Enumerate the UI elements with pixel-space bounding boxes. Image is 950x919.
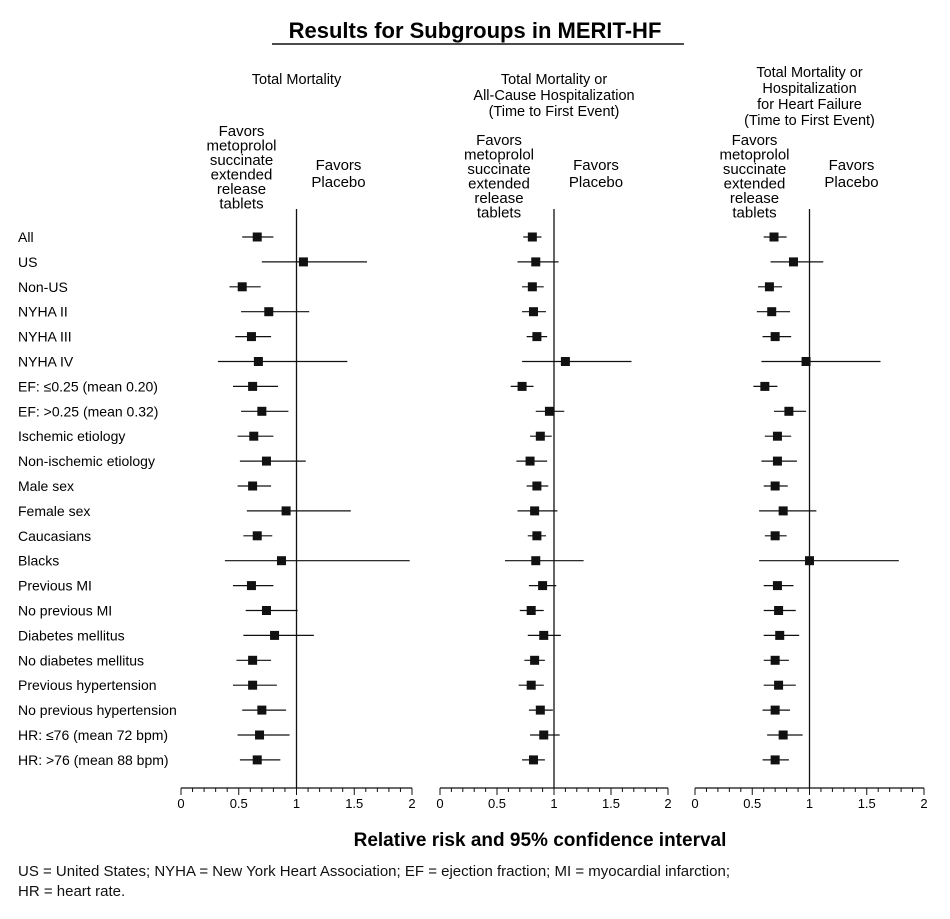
favors-metoprolol-label: metoprolol <box>206 137 277 155</box>
row-label: No diabetes mellitus <box>18 652 145 669</box>
point-estimate-marker <box>779 731 788 740</box>
row-label: EF: >0.25 (mean 0.32) <box>18 403 159 420</box>
row-label: HR: ≤76 (mean 72 bpm) <box>18 727 169 743</box>
point-estimate-marker <box>254 357 263 366</box>
point-estimate-marker <box>545 407 554 416</box>
chart-title: Results for Subgroups in MERIT-HF <box>288 18 662 43</box>
point-estimate-marker <box>765 282 774 291</box>
point-estimate-marker <box>530 656 539 665</box>
point-estimate-marker <box>518 382 527 391</box>
x-tick-label: 0 <box>177 796 185 811</box>
point-estimate-marker <box>238 282 247 291</box>
row-label: NYHA II <box>18 303 68 320</box>
point-estimate-marker <box>253 531 262 540</box>
favors-metoprolol-label: succinate <box>209 152 274 169</box>
x-axis-label: Relative risk and 95% confidence interval <box>353 830 727 851</box>
favors-metoprolol-label: extended <box>468 175 530 193</box>
point-estimate-marker <box>805 556 814 565</box>
point-estimate-marker <box>774 606 783 615</box>
row-label: Non-US <box>18 278 68 295</box>
point-estimate-marker <box>253 233 262 242</box>
point-estimate-marker <box>774 681 783 690</box>
point-estimate-marker <box>773 457 782 466</box>
footnote <box>18 862 918 902</box>
x-tick-label: 0 <box>436 796 444 811</box>
point-estimate-marker <box>767 307 776 316</box>
point-estimate-marker <box>270 631 279 640</box>
row-label: US <box>18 253 38 270</box>
row-label: EF: ≤0.25 (mean 0.20) <box>18 378 158 395</box>
point-estimate-marker <box>775 631 784 640</box>
point-estimate-marker <box>530 506 539 515</box>
row-label: Blacks <box>18 552 60 569</box>
favors-placebo-label: Favors <box>828 157 875 174</box>
point-estimate-marker <box>770 233 779 242</box>
row-label: Previous hypertension <box>18 677 157 694</box>
x-tick-label: 0.5 <box>229 796 248 811</box>
point-estimate-marker <box>536 706 545 715</box>
row-label: Female sex <box>18 502 91 519</box>
panel-title-line: All-Cause Hospitalization <box>473 88 635 104</box>
row-label: NYHA IV <box>18 353 74 370</box>
favors-metoprolol-label: metoprolol <box>719 146 790 164</box>
point-estimate-marker <box>527 681 536 690</box>
row-label: No previous MI <box>18 602 113 619</box>
panel-title-line: for Heart Failure <box>757 97 862 113</box>
point-estimate-marker <box>264 307 273 316</box>
point-estimate-marker <box>248 382 257 391</box>
favors-metoprolol-label: extended <box>723 175 786 193</box>
favors-metoprolol-label: Favors <box>218 123 265 140</box>
panel-2 <box>436 72 671 811</box>
x-tick-label: 1 <box>805 796 814 811</box>
row-label: Male sex <box>18 478 75 494</box>
favors-metoprolol-label: succinate <box>722 161 787 178</box>
row-label: HR: >76 (mean 88 bpm) <box>18 751 169 768</box>
favors-metoprolol-label: metoprolol <box>463 146 535 164</box>
point-estimate-marker <box>253 755 262 764</box>
favors-placebo-label: Favors <box>315 157 362 174</box>
x-tick-label: 1.5 <box>857 796 876 811</box>
x-tick-label: 0.5 <box>487 796 507 811</box>
x-tick-label: 1.5 <box>345 796 364 811</box>
panel-title-line: Total Mortality <box>251 72 342 88</box>
panel-title-line: Hospitalization <box>762 81 857 97</box>
point-estimate-marker <box>771 706 780 715</box>
row-label: Previous MI <box>18 577 92 594</box>
point-estimate-marker <box>532 531 541 540</box>
panel-3 <box>691 65 927 811</box>
x-tick-label: 2 <box>920 796 928 811</box>
footnote-line-2: HR = heart rate. <box>18 883 126 900</box>
point-estimate-marker <box>248 656 257 665</box>
panel-title-line: Total Mortality or <box>500 72 608 88</box>
row-label: NYHA III <box>18 328 72 345</box>
favors-metoprolol-label: tablets <box>732 204 777 222</box>
point-estimate-marker <box>527 606 536 615</box>
point-estimate-marker <box>255 731 264 740</box>
point-estimate-marker <box>257 706 266 715</box>
favors-metoprolol-label: release <box>474 190 524 207</box>
point-estimate-marker <box>531 556 540 565</box>
row-label: Caucasians <box>18 527 92 544</box>
point-estimate-marker <box>771 482 780 491</box>
row-label: No previous hypertension <box>18 702 177 719</box>
row-label: Non-ischemic etiology <box>18 453 155 470</box>
x-tick-label: 2 <box>664 796 672 811</box>
point-estimate-marker <box>538 581 547 590</box>
point-estimate-marker <box>771 332 780 341</box>
panel-title-line: (Time to First Event) <box>744 113 875 129</box>
point-estimate-marker <box>262 606 271 615</box>
point-estimate-marker <box>531 257 540 266</box>
point-estimate-marker <box>529 755 538 764</box>
point-estimate-marker <box>526 457 535 466</box>
point-estimate-marker <box>282 506 291 515</box>
point-estimate-marker <box>789 257 798 266</box>
favors-placebo-label: Placebo <box>824 174 879 191</box>
favors-placebo-label: Placebo <box>568 174 624 191</box>
x-tick-label: 0 <box>691 796 699 811</box>
favors-metoprolol-label: release <box>216 181 267 198</box>
panel-1 <box>177 72 415 811</box>
x-tick-label: 1 <box>550 796 558 811</box>
point-estimate-marker <box>528 282 537 291</box>
favors-metoprolol-label: succinate <box>467 161 531 178</box>
point-estimate-marker <box>760 382 769 391</box>
panel-title-line: Total Mortality or <box>756 65 863 81</box>
point-estimate-marker <box>532 482 541 491</box>
favors-metoprolol-label: release <box>729 190 780 207</box>
point-estimate-marker <box>247 581 256 590</box>
row-label: Ischemic etiology <box>18 428 126 445</box>
point-estimate-marker <box>257 407 266 416</box>
favors-metoprolol-label: Favors <box>731 132 778 149</box>
point-estimate-marker <box>528 233 537 242</box>
favors-placebo-label: Placebo <box>311 174 366 191</box>
panel-title-line: (Time to First Event) <box>488 104 620 120</box>
point-estimate-marker <box>771 656 780 665</box>
x-tick-label: 1 <box>292 796 301 811</box>
point-estimate-marker <box>539 731 548 740</box>
point-estimate-marker <box>561 357 570 366</box>
point-estimate-marker <box>779 506 788 515</box>
x-tick-label: 2 <box>408 796 416 811</box>
favors-metoprolol-label: tablets <box>476 204 522 222</box>
point-estimate-marker <box>771 531 780 540</box>
x-tick-label: 1.5 <box>601 796 621 811</box>
point-estimate-marker <box>802 357 811 366</box>
point-estimate-marker <box>248 482 257 491</box>
footnote-line-1: US = United States; NYHA = New York Heart Association; EF = ejection fraction; MI = myocardial infarction; <box>18 863 730 880</box>
point-estimate-marker <box>262 457 271 466</box>
point-estimate-marker <box>536 432 545 441</box>
row-label: All <box>18 229 34 245</box>
row-label: Diabetes mellitus <box>18 627 125 644</box>
favors-placebo-label: Favors <box>573 157 619 174</box>
favors-metoprolol-label: Favors <box>476 132 522 149</box>
point-estimate-marker <box>784 407 793 416</box>
panels <box>18 65 928 811</box>
point-estimate-marker <box>529 307 538 316</box>
point-estimate-marker <box>773 432 782 441</box>
point-estimate-marker <box>539 631 548 640</box>
favors-metoprolol-label: tablets <box>219 195 264 213</box>
point-estimate-marker <box>248 681 257 690</box>
x-tick-label: 0.5 <box>743 796 762 811</box>
point-estimate-marker <box>299 257 308 266</box>
point-estimate-marker <box>771 755 780 764</box>
favors-metoprolol-label: extended <box>210 166 273 184</box>
point-estimate-marker <box>773 581 782 590</box>
point-estimate-marker <box>277 556 286 565</box>
point-estimate-marker <box>532 332 541 341</box>
point-estimate-marker <box>249 432 258 441</box>
point-estimate-marker <box>247 332 256 341</box>
